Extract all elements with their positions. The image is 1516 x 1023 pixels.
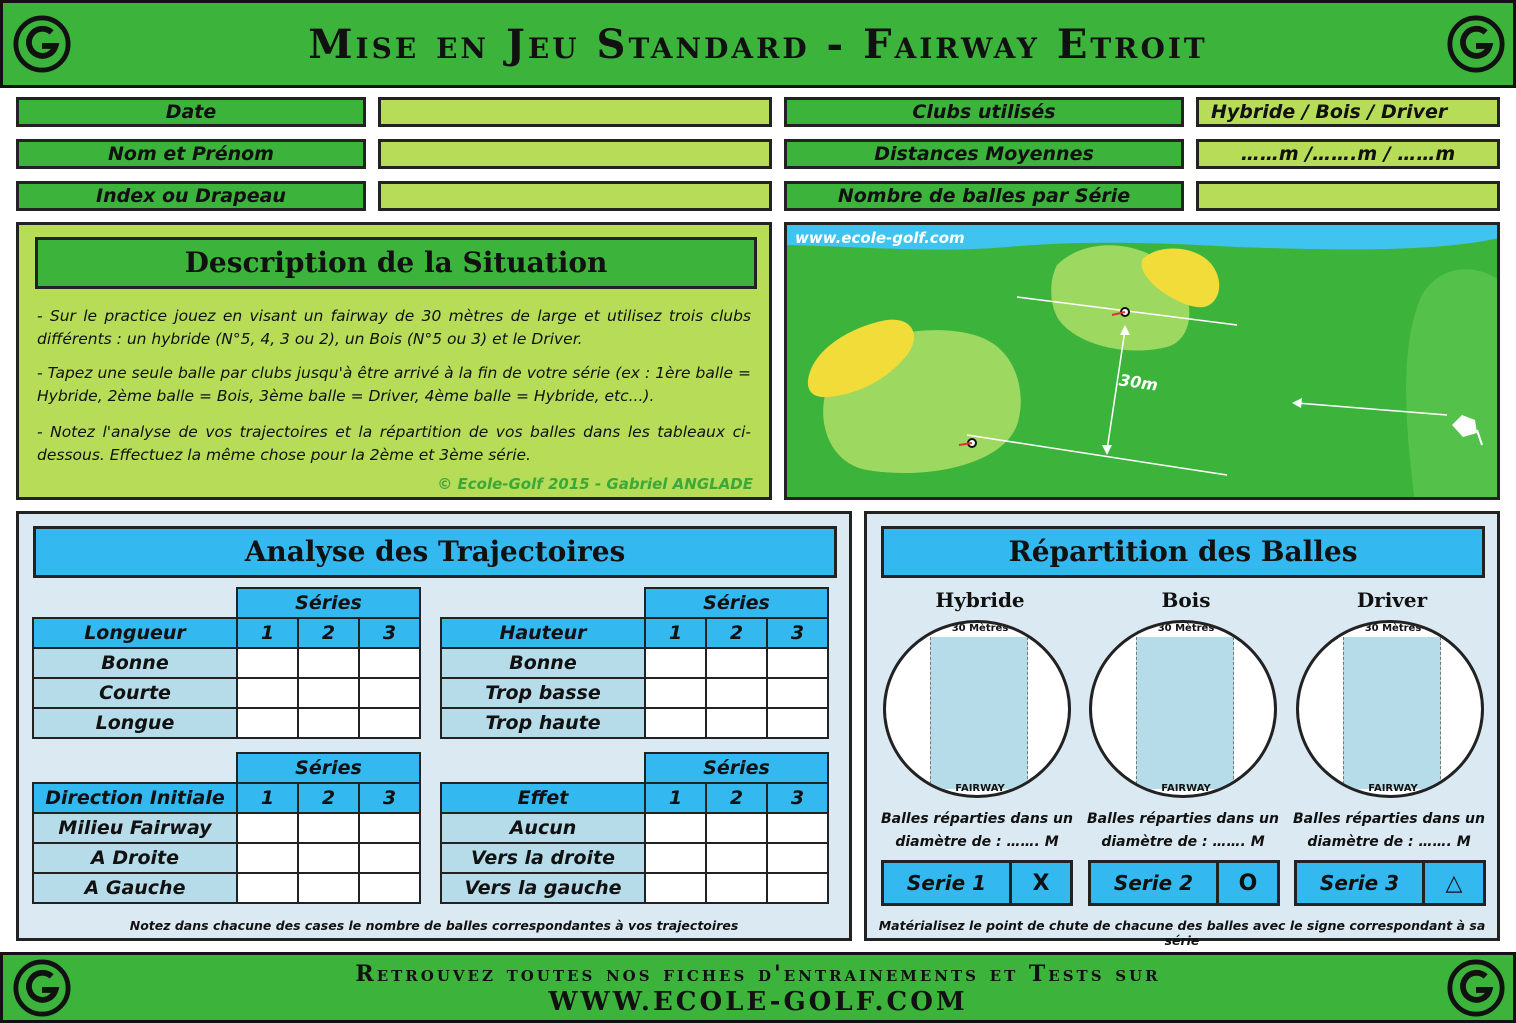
tally-cell[interactable]: [644, 677, 707, 709]
tally-cell[interactable]: [236, 707, 299, 739]
clubs-field[interactable]: Hybride / Bois / Driver: [1196, 97, 1500, 127]
row-label: Trop basse: [440, 677, 646, 709]
fairway-map: [784, 222, 1500, 500]
table-header: Longueur: [32, 617, 238, 649]
row-label: Vers la droite: [440, 842, 646, 874]
series-column-header: 1: [644, 617, 707, 649]
dispersion-circle-driver[interactable]: [1296, 620, 1484, 798]
description-paragraph-1: - Sur le practice jouez en visant un fairway de 30 mètres de large et utilisez trois clubs différents : un hybride (N°5, 4, 3 ou 2), un Bois (N°5 ou 3) et le Driver.: [37, 307, 751, 348]
ecole-golf-logo-icon: [1447, 15, 1505, 73]
x-mark-icon: X: [1032, 870, 1050, 896]
row-label: Trop haute: [440, 707, 646, 739]
tally-cell[interactable]: [297, 677, 360, 709]
tally-cell[interactable]: [297, 872, 360, 904]
serie-3-label: Serie 3: [1297, 863, 1425, 903]
tally-cell[interactable]: [297, 647, 360, 679]
tally-cell[interactable]: [358, 812, 421, 844]
tally-cell[interactable]: [358, 872, 421, 904]
tally-cell[interactable]: [358, 647, 421, 679]
tally-cell[interactable]: [644, 842, 707, 874]
series-column-header: 3: [766, 782, 829, 814]
series-column-header: 3: [358, 782, 421, 814]
table-header: Hauteur: [440, 617, 646, 649]
series-column-header: 3: [358, 617, 421, 649]
tally-cell[interactable]: [766, 842, 829, 874]
triangle-mark-icon: △: [1445, 870, 1463, 896]
tally-cell[interactable]: [358, 677, 421, 709]
date-field[interactable]: [378, 97, 772, 127]
row-label: Milieu Fairway: [32, 812, 238, 844]
series-column-header: 2: [297, 782, 360, 814]
map-url: www.ecole-golf.com: [795, 229, 965, 247]
description-title: Description de la Situation: [35, 237, 757, 289]
fairway-strip: [1343, 637, 1441, 789]
tally-cell[interactable]: [236, 677, 299, 709]
fairway-label: FAIRWAY: [1161, 783, 1211, 794]
distances-field[interactable]: ……m /…….m / ……m: [1196, 139, 1500, 169]
tally-cell[interactable]: [236, 647, 299, 679]
clubs-label: Clubs utilisés: [784, 97, 1184, 127]
series-column-header: 2: [297, 617, 360, 649]
tally-cell[interactable]: [705, 677, 768, 709]
series-header: Séries: [644, 752, 829, 784]
row-label: Aucun: [440, 812, 646, 844]
tally-cell[interactable]: [766, 707, 829, 739]
tally-cell[interactable]: [766, 677, 829, 709]
footer-website-link[interactable]: WWW.ECOLE-GOLF.COM: [548, 987, 968, 1017]
series-header: Séries: [236, 587, 421, 619]
fairway-label: FAIRWAY: [1368, 783, 1418, 794]
serie-1-label: Serie 1: [884, 863, 1012, 903]
club-name-bois: Bois: [1161, 588, 1211, 612]
description-paragraph-2: - Tapez une seule balle par clubs jusqu'à être arrivé à la fin de votre série (ex : 1ère balle = Hybride, 2ème balle = Bois, 3ème balle = Driver, 4ème balle = Hybride, etc...).: [37, 364, 751, 405]
dispersion-caption-driver: [1289, 808, 1489, 854]
name-label: Nom et Prénom: [16, 139, 366, 169]
tally-cell[interactable]: [644, 707, 707, 739]
repartition-panel: [864, 511, 1500, 948]
index-field[interactable]: [378, 181, 772, 211]
name-field[interactable]: [378, 139, 772, 169]
tally-cell[interactable]: [705, 707, 768, 739]
series-header: Séries: [236, 752, 421, 784]
dispersion-circle-hybride[interactable]: [883, 620, 1071, 798]
series-header: Séries: [644, 587, 829, 619]
series-column-header: 3: [766, 617, 829, 649]
fairway-strip: [1136, 637, 1234, 789]
tally-cell[interactable]: [297, 707, 360, 739]
footer-band: [0, 952, 1516, 1023]
analysis-note: Notez dans chacune des cases le nombre de balles correspondantes à vos trajectoires: [129, 918, 739, 933]
serie-3-legend: [1294, 860, 1486, 906]
row-label: Bonne: [32, 647, 238, 679]
fairway-width-label: 30 Mètres: [1157, 623, 1215, 634]
series-column-header: 2: [705, 617, 768, 649]
tally-cell[interactable]: [705, 647, 768, 679]
tally-cell[interactable]: [644, 647, 707, 679]
row-label: A Gauche: [32, 872, 238, 904]
dispersion-caption-bois: [1083, 808, 1283, 854]
dispersion-caption-hybride: [877, 808, 1077, 854]
tally-cell[interactable]: [644, 872, 707, 904]
caption-line-1: Balles réparties dans un: [881, 811, 1073, 827]
distances-label: Distances Moyennes: [784, 139, 1184, 169]
tally-cell[interactable]: [705, 842, 768, 874]
analysis-title: Analyse des Trajectoires: [33, 526, 837, 578]
description-box: [16, 222, 772, 500]
dispersion-circle-bois[interactable]: [1089, 620, 1277, 798]
caption-line-2[interactable]: diamètre de : ……. M: [895, 834, 1059, 850]
footer-line-1: Retrouvez toutes nos fiches d'entrainements et Tests sur: [355, 961, 1161, 987]
tally-cell[interactable]: [705, 872, 768, 904]
tally-cell[interactable]: [297, 812, 360, 844]
series-column-header: 1: [236, 782, 299, 814]
series-column-header: 1: [236, 617, 299, 649]
copyright: © Ecole-Golf 2015 - Gabriel ANGLADE: [437, 475, 753, 493]
row-label: A Droite: [32, 842, 238, 874]
row-label: Vers la gauche: [440, 872, 646, 904]
row-label: Bonne: [440, 647, 646, 679]
table-header: Direction Initiale: [32, 782, 238, 814]
tally-cell[interactable]: [297, 842, 360, 874]
club-name-hybride: Hybride: [935, 588, 1025, 612]
tally-cell[interactable]: [358, 707, 421, 739]
fairway-illustration: [787, 225, 1500, 500]
row-label: Longue: [32, 707, 238, 739]
tally-cell[interactable]: [644, 812, 707, 844]
balls-per-series-label: Nombre de balles par Série: [784, 181, 1184, 211]
ecole-golf-logo-icon: [1447, 959, 1505, 1017]
tally-cell[interactable]: [766, 647, 829, 679]
caption-line-2[interactable]: diamètre de : ……. M: [1307, 834, 1471, 850]
tally-cell[interactable]: [358, 842, 421, 874]
serie-2-label: Serie 2: [1091, 863, 1219, 903]
series-column-header: 2: [705, 782, 768, 814]
repartition-title: Répartition des Balles: [881, 526, 1485, 578]
caption-line-1: Balles réparties dans un: [1087, 811, 1279, 827]
page-title: Mise en Jeu Standard - Fairway Etroit: [308, 21, 1208, 68]
map-distance-label: 30m: [1117, 370, 1160, 395]
row-label: Courte: [32, 677, 238, 709]
tally-cell[interactable]: [766, 812, 829, 844]
tally-cell[interactable]: [236, 842, 299, 874]
caption-line-2[interactable]: diamètre de : ……. M: [1101, 834, 1265, 850]
index-label: Index ou Drapeau: [16, 181, 366, 211]
tally-cell[interactable]: [236, 872, 299, 904]
table-header: Effet: [440, 782, 646, 814]
fairway-width-label: 30 Mètres: [1364, 623, 1422, 634]
serie-1-legend: [881, 860, 1073, 906]
ecole-golf-logo-icon: [13, 15, 71, 73]
fairway-width-label: 30 Mètres: [951, 623, 1009, 634]
header-band: [0, 0, 1516, 88]
tally-cell[interactable]: [705, 812, 768, 844]
description-paragraph-3: - Notez l'analyse de vos trajectoires et la répartition de vos balles dans les tableaux ci-dessous. Effectuez la même chose pour la 2ème et 3ème série.: [37, 423, 751, 464]
circle-mark-icon: O: [1238, 870, 1258, 896]
repartition-note: Matérialisez le point de chute de chacune des balles avec le signe correspondant à sa série: [878, 918, 1486, 948]
date-label: Date: [16, 97, 366, 127]
fairway-label: FAIRWAY: [955, 783, 1005, 794]
series-column-header: 1: [644, 782, 707, 814]
caption-line-1: Balles réparties dans un: [1293, 811, 1485, 827]
fairway-strip: [930, 637, 1028, 789]
club-name-driver: Driver: [1356, 588, 1428, 612]
serie-2-legend: [1088, 860, 1280, 906]
balls-per-series-field[interactable]: [1196, 181, 1500, 211]
tally-cell[interactable]: [236, 812, 299, 844]
ecole-golf-logo-icon: [13, 959, 71, 1017]
tally-cell[interactable]: [766, 872, 829, 904]
